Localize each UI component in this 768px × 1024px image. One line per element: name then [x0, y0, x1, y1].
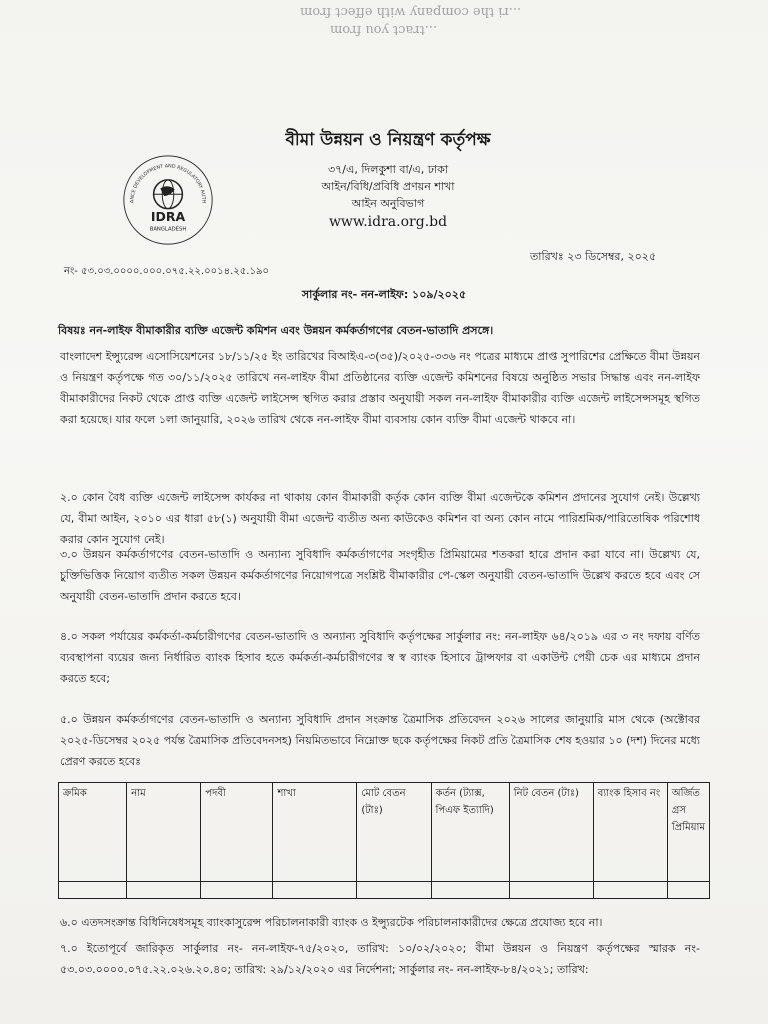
letterhead [238, 127, 538, 230]
logo-name: IDRA [150, 209, 186, 225]
org-division: আইন অনুবিভাগ [351, 197, 425, 210]
circular-number: সার্কুলার নং- নন-লাইফ: ১০৯/২০২৫ [301, 288, 467, 301]
header-net-salary: নিট বেতন (টাঃ) [509, 783, 593, 882]
paragraph-6: ৬.০ এতদসংক্রান্ত বিধিনিষেধসমূহ ব্যাংকাসুরেন্স পরিচালনাকারী ব্যাংক ও ইন্স্যুরটেক পরিচালনাকারীদের ক্ষেত্রে প্রযোজ্য হবে না। [60, 916, 603, 929]
paragraph-5: ৫.০ উন্নয়ন কর্মকর্তাগণের বেতন-ভাতাদি ও অন্যান্য সুবিধাদি প্রদান সংক্রান্ত ত্রৈমাসিক প্রতিবেদন ২০২৬ সালের জানুয়ারি মাস থেকে (অক্টোবর ২০২৫-ডিসেম্বর ২০২৫ পর্যন্ত ত্রৈমাসিক প্রতিবেদনসহ) নিয়মিতভাবে নিম্নোক্ত ছকে কর্তৃপক্ষের নিকট প্রতি ত্রৈমাসিক শেষ হওয়ার ১০ (দশ) দিনের মধ্যে প্রেরণ করতে হবেঃ [60, 713, 700, 768]
logo-country: BANGLADESH [149, 226, 187, 233]
header-deduction: কর্তন (ট্যাক্স, পিএফ ইত্যাদি) [431, 783, 509, 882]
org-branch: আইন/বিধি/প্রবিধি প্রণয়ন শাখা [321, 180, 455, 193]
header-bank-account: ব্যাংক হিসাব নং [593, 783, 667, 882]
issue-date: তারিখঃ ২৩ ডিসেম্বর, ২০২৫ [530, 250, 657, 263]
report-format-table [58, 782, 710, 899]
org-address: ৩৭/এ, দিলকুশা বা/এ, ঢাকা [327, 163, 449, 176]
paragraph-2: ২.০ কোন বৈধ ব্যক্তি এজেন্ট লাইসেন্স কার্যকর না থাকায় কোন বীমাকারী কর্তৃক কোন ব্যক্তি বীমা এজেন্টকে কমিশন প্রদানের সুযোগ নেই। উল্লেখ্য যে, বীমা আইন, ২০১০ এর ধারা ৫৮(১) অনুযায়ী বীমা এজেন্ট ব্যতীত অন্য কাউকেও কমিশন বা অন্য কোন নামে পারিশ্রমিক/পারিতোষিক পরিশোধ করার কোন সুযোগ নেই। [60, 491, 700, 546]
header-name: নাম [127, 783, 201, 882]
paragraph-4: ৪.০ সকল পর্যায়ের কর্মকর্তা-কর্মচারীগণের বেতন-ভাতাদি ও অন্যান্য সুবিধাদি কর্তৃপক্ষের সার্কুলার নং: নন-লাইফ ৬৪/২০১৯ এর ৩ নং দফায় বর্ণিত ব্যবস্থাপনা ব্যয়ের জন্য নির্ধারিত ব্যাংক হিসাব হতে কর্মকর্তা-কর্মচারীগণের স্ব স্ব ব্যাংক হিসাবে ট্রান্সফার বা একাউন্ট পেয়ী চেক এর মাধ্যমে প্রদান করতে হবে; [60, 630, 700, 685]
subject-line: বিষয়ঃ নন-লাইফ বীমাকারীর ব্যক্তি এজেন্ট কমিশন এবং উন্নয়ন কর্মকর্তাগণের বেতন-ভাতাদি প্রসঙ্গে। [58, 324, 494, 337]
paragraph-1: বাংলাদেশ ইন্স্যুরেন্স এসোসিয়েশনের ১৮/১১/২৫ ইং তারিখের বিআইএ-৩(৩৫)/২০২৫-৩৩৬ নং পত্রের মাধ্যমে প্রাপ্ত সুপারিশের প্রেক্ষিতে বীমা উন্নয়ন ও নিয়ন্ত্রণ কর্তৃপক্ষে গত ৩০/১১/২০২৫ তারিখে নন-লাইফ বীমা প্রতিষ্ঠানের ব্যক্তি এজেন্ট কমিশনের বিষয়ে অনুষ্ঠিত সভার সিদ্ধান্ত এবং নন-লাইফ বীমাকারীদের নিকট থেকে প্রাপ্ত ব্যক্তি এজেন্ট লাইসেন্স স্থগিত করার প্রস্তাব অনুযায়ী সকল নন-লাইফ বীমাকারীর ব্যক্তি এজেন্ট লাইসেন্সসমূহ স্থগিত করা হয়েছে। যার ফলে ১লা জানুয়ারি, ২০২৬ তারিখ থেকে নন-লাইফ বীমা ব্যবসায় কোন ব্যক্তি বীমা এজেন্ট থাকবে না। [60, 350, 700, 426]
org-website: www.idra.org.bd [328, 214, 448, 230]
idra-logo [120, 152, 216, 248]
header-gross-salary: মোট বেতন (টাঃ) [357, 783, 431, 882]
header-designation: পদবী [201, 783, 273, 882]
table-header-row [59, 783, 710, 882]
bleed-through-text: ...ri the company with effect from [300, 4, 522, 19]
logo-ring-text: ANCE DEVELOPMENT AND REGULATORY AUTH [130, 164, 206, 204]
header-serial: ক্রমিক [59, 783, 127, 882]
header-gross-premium: অর্জিত গ্রস প্রিমিয়াম [667, 783, 709, 882]
reference-number: নং- ৫৩.০৩.০০০০.০০০.০৭৫.২২.০০১৪.২৫.১৯০ [64, 266, 269, 277]
paragraph-3: ৩.০ উন্নয়ন কর্মকর্তাগণের বেতন-ভাতাদি ও অন্যান্য সুবিধাদি কর্মকর্তাগণের সংগৃহীত প্রিমিয়ামের শতকরা হারে প্রদান করা যাবে না। উল্লেখ্য যে, চুক্তিভিত্তিক নিয়োগ ব্যতীত সকল উন্নয়ন কর্মকর্তাগণের নিয়োগপত্রে সংশ্লিষ্ট বীমাকারীর পে-স্কেল অনুযায়ী বেতন-ভাতাদি উল্লেখ করতে হবে এবং সে অনুযায়ী বেতন-ভাতাদি প্রদান করতে হবে। [60, 548, 700, 603]
bleed-through-text-2: ...tract you from [330, 22, 438, 37]
paragraph-7: ৭.০ ইতোপূর্বে জারিকৃত সার্কুলার নং- নন-লাইফ-৭৫/২০২০, তারিখ: ১০/০২/২০২০; বীমা উন্নয়ন ও নিয়ন্ত্রণ কর্তৃপক্ষের স্মারক নং- ৫৩.০৩.০০০০.০৭৫.২২.০২৬.২০.৪০; তারিখ: ২৯/১২/২০২০ এর নির্দেশনা; সার্কুলার নং- নন-লাইফ-৮৪/২০২১; তারিখ: [60, 942, 700, 976]
table-row [59, 882, 710, 899]
org-title: বীমা উন্নয়ন ও নিয়ন্ত্রণ কর্তৃপক্ষ [285, 130, 491, 150]
header-branch: শাখা [273, 783, 357, 882]
